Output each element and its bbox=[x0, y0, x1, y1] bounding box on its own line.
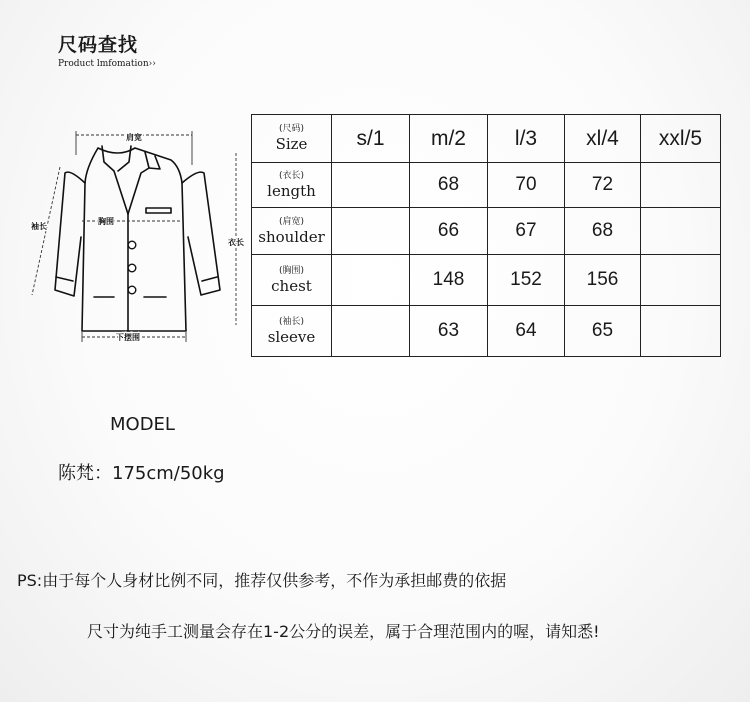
chest-m: 148 bbox=[410, 255, 488, 306]
shoulder-label-cn: (肩宽) bbox=[278, 216, 305, 227]
length-l: 70 bbox=[488, 163, 565, 208]
shoulder-label-en: shoulder bbox=[258, 227, 325, 246]
label-length: 衣长 bbox=[228, 238, 244, 247]
sleeve-xl: 65 bbox=[565, 306, 641, 357]
label-bust: 胸围 bbox=[98, 217, 114, 226]
size-m: m/2 bbox=[410, 115, 488, 163]
shoulder-m: 66 bbox=[410, 208, 488, 255]
table-row-shoulder bbox=[252, 208, 721, 255]
measurement-guides bbox=[32, 131, 236, 342]
size-label-en: Size bbox=[275, 135, 308, 153]
length-xxl bbox=[641, 163, 721, 208]
chest-xl: 156 bbox=[565, 255, 641, 306]
shoulder-s bbox=[332, 208, 410, 255]
table-row-length bbox=[252, 163, 721, 208]
size-chart-table bbox=[251, 114, 721, 357]
chest-label-cn: (胸围) bbox=[278, 265, 305, 276]
sleeve-l: 64 bbox=[488, 306, 565, 357]
label-sleeve: 袖长 bbox=[31, 222, 47, 231]
row-label-sleeve bbox=[252, 306, 332, 357]
table-header-row bbox=[252, 115, 721, 163]
row-label-length bbox=[252, 163, 332, 208]
length-s bbox=[332, 163, 410, 208]
sleeve-xxl bbox=[641, 306, 721, 357]
sleeve-m: 63 bbox=[410, 306, 488, 357]
sleeve-s bbox=[332, 306, 410, 357]
label-shoulder: 肩宽 bbox=[126, 133, 142, 142]
size-xxl: xxl/5 bbox=[641, 115, 721, 163]
measurement-error-note: 尺寸为纯手工测量会存在1-2公分的误差，属于合理范围内的喔，请知悉! bbox=[87, 622, 600, 641]
page-title: 尺码查找 bbox=[58, 34, 139, 56]
size-xl: xl/4 bbox=[565, 115, 641, 163]
shoulder-xxl bbox=[641, 208, 721, 255]
table-row-sleeve bbox=[252, 306, 721, 357]
chest-l: 152 bbox=[488, 255, 565, 306]
sleeve-label-cn: (袖长) bbox=[278, 316, 305, 327]
size-l: l/3 bbox=[488, 115, 565, 163]
model-info: 陈梵：175cm/50kg bbox=[58, 463, 225, 484]
shoulder-xl: 68 bbox=[565, 208, 641, 255]
row-label-shoulder bbox=[252, 208, 332, 255]
size-label-cn: (尺码) bbox=[278, 124, 305, 134]
chest-s bbox=[332, 255, 410, 306]
jacket-measurement-diagram bbox=[10, 125, 250, 350]
jacket-buttons bbox=[128, 241, 136, 294]
size-s: s/1 bbox=[332, 115, 410, 163]
length-label-cn: (衣长) bbox=[278, 170, 305, 181]
jacket-outline bbox=[55, 146, 220, 331]
size-header-cell bbox=[252, 115, 332, 163]
sleeve-label-en: sleeve bbox=[267, 327, 316, 346]
label-hem: 下摆围 bbox=[116, 333, 140, 342]
table-row-chest bbox=[252, 255, 721, 306]
length-m: 68 bbox=[410, 163, 488, 208]
page-subtitle: Product lmfomation›› bbox=[58, 59, 156, 69]
chest-label-en: chest bbox=[271, 276, 312, 295]
ps-note: PS:由于每个人身材比例不同，推荐仅供参考，不作为承担邮费的依据 bbox=[17, 571, 507, 590]
shoulder-l: 67 bbox=[488, 208, 565, 255]
length-label-en: length bbox=[267, 181, 316, 200]
row-label-chest bbox=[252, 255, 332, 306]
model-heading: MODEL bbox=[110, 414, 175, 435]
length-xl: 72 bbox=[565, 163, 641, 208]
chest-xxl bbox=[641, 255, 721, 306]
